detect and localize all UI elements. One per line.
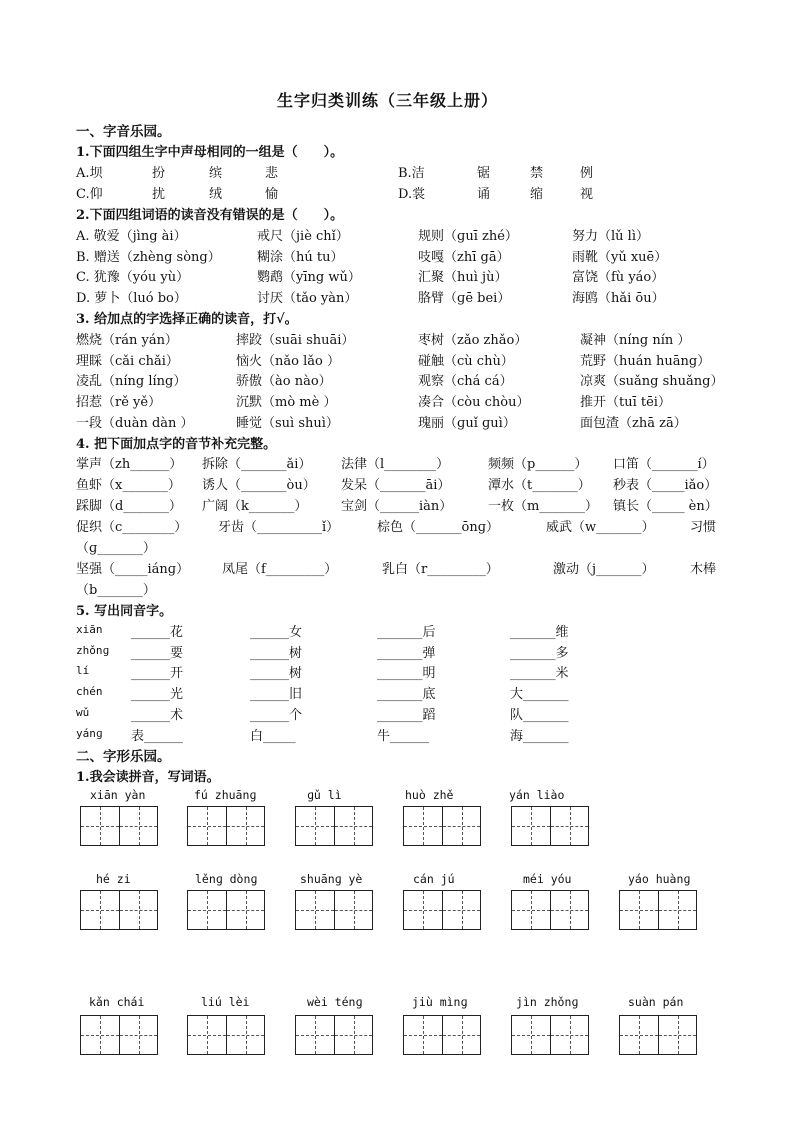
pinyin-label: huò zhě [405,788,454,802]
writing-grid[interactable] [295,1015,373,1055]
writing-grid[interactable] [619,1015,697,1055]
writing-grid[interactable] [295,806,373,846]
writing-grid[interactable] [511,806,589,846]
writing-grid[interactable] [80,1015,158,1055]
pinyin-label: hé zi [96,872,131,886]
section-heading-2: 二、字形乐园。 [76,749,171,765]
writing-grid[interactable] [619,890,697,930]
writing-grid[interactable] [80,806,158,846]
section-heading-1: 一、字音乐园。 [76,124,171,140]
writing-grid[interactable] [511,890,589,930]
p2-q1-question: 1.我会读拼音，写词语。 [76,770,220,785]
pinyin-label: méi yóu [523,872,572,886]
writing-grid[interactable] [403,806,481,846]
pinyin-label: jìn zhǒnɡ [516,995,579,1009]
q3-question: 3. 给加点的字选择正确的读音，打√。 [76,312,298,327]
pinyin-label: suàn pán [628,995,684,1009]
pinyin-label: cán jú [413,872,455,886]
writing-grid[interactable] [511,1015,589,1055]
pinyin-label: lěnɡ dònɡ [195,872,258,886]
q1-question: 1.下面四组生字中声母相同的一组是（ ）。 [76,145,344,160]
pinyin-label: wèi ténɡ [307,995,363,1009]
page-title: 生字归类训练（三年级上册） [277,91,499,110]
writing-grid[interactable] [295,890,373,930]
writing-grid[interactable] [80,890,158,930]
pinyin-label: jiù mìnɡ [412,995,468,1009]
q2-question: 2.下面四组词语的读音没有错误的是（ ）。 [76,208,344,223]
writing-grid[interactable] [187,1015,265,1055]
pinyin-label: yán liào [509,788,565,802]
q4-question: 4. 把下面加点字的音节补充完整。 [76,437,277,452]
writing-grid[interactable] [403,1015,481,1055]
pinyin-label: ɡǔ lì [307,788,342,802]
q5-question: 5. 写出同音字。 [76,604,173,619]
pinyin-label: shuānɡ yè [300,872,363,886]
writing-grid[interactable] [187,806,265,846]
pinyin-label: liú lèi [201,995,250,1009]
pinyin-label: fú zhuānɡ [194,788,257,802]
pinyin-label: kǎn chái [89,995,145,1009]
writing-grid[interactable] [403,890,481,930]
writing-grid[interactable] [187,890,265,930]
pinyin-label: xiān yàn [90,788,146,802]
pinyin-label: yáo huànɡ [628,872,691,886]
